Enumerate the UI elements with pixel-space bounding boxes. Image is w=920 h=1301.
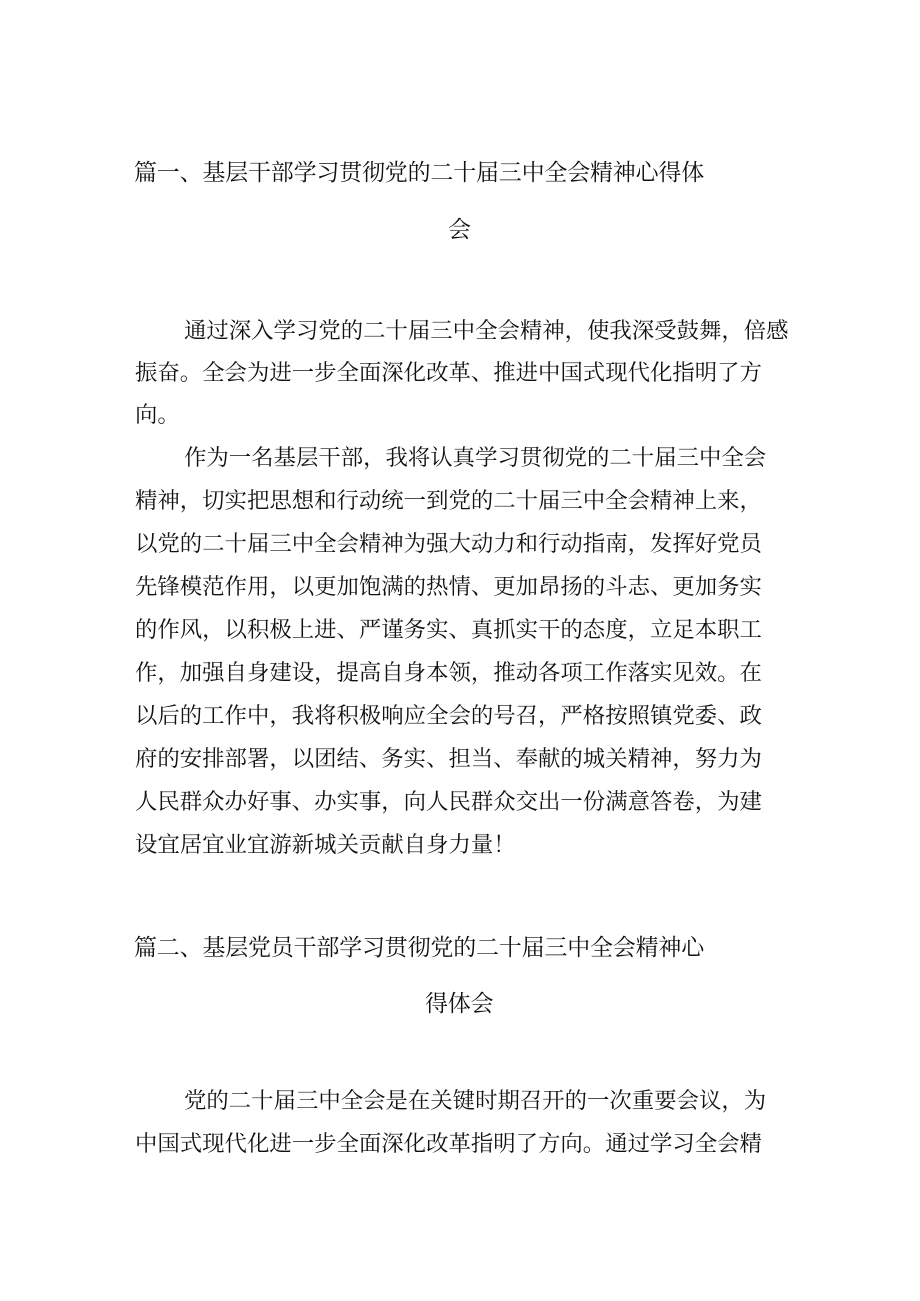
section1-p2-line: 精神，切实把思想和行动统一到党的二十届三中全会精神上来， (135, 488, 762, 514)
section1-heading-line1: 篇一、基层干部学习贯彻党的二十届三中全会精神心得体 (134, 160, 705, 186)
section2-p1-line: 中国式现代化进一步全面深化改革指明了方向。通过学习全会精 (135, 1131, 762, 1157)
section1-p1-line: 通过深入学习党的二十届三中全会精神，使我深受鼓舞，倍感 (184, 318, 789, 344)
section1-heading-line2: 会 (448, 217, 471, 243)
section1-p2-line: 的作风，以积极上进、严谨务实、真抓实干的态度，立足本职工 (135, 617, 762, 643)
section1-p2-line: 先锋模范作用，以更加饱满的热情、更加昂扬的斗志、更加务实 (135, 574, 762, 600)
section1-p1-line: 振奋。全会为进一步全面深化改革、推进中国式现代化指明了方 (135, 360, 762, 386)
section1-p2-line: 人民群众办好事、办实事，向人民群众交出一份满意答卷，为建 (135, 789, 762, 815)
section2-heading-line1: 篇二、基层党员干部学习贯彻党的二十届三中全会精神心 (134, 935, 705, 961)
section1-p2-line: 设宜居宜业宜游新城关贡献自身力量！ (135, 832, 516, 858)
section1-p2-line: 府的安排部署，以团结、务实、担当、奉献的城关精神，努力为 (135, 746, 762, 772)
section1-p2-line: 作为一名基层干部，我将认真学习贯彻党的二十届三中全会 (184, 445, 767, 471)
section2-heading-line2: 得体会 (425, 991, 494, 1017)
section2-p1-line: 党的二十届三中全会是在关键时期召开的一次重要会议，为 (184, 1088, 767, 1114)
section1-p2-line: 作，加强自身建设，提高自身本领，推动各项工作落实见效。在 (135, 660, 762, 686)
section1-p2-line: 以党的二十届三中全会精神为强大动力和行动指南，发挥好党员 (135, 531, 762, 557)
section1-p1-line: 向。 (135, 402, 180, 428)
section1-p2-line: 以后的工作中，我将积极响应全会的号召，严格按照镇党委、政 (135, 703, 762, 729)
